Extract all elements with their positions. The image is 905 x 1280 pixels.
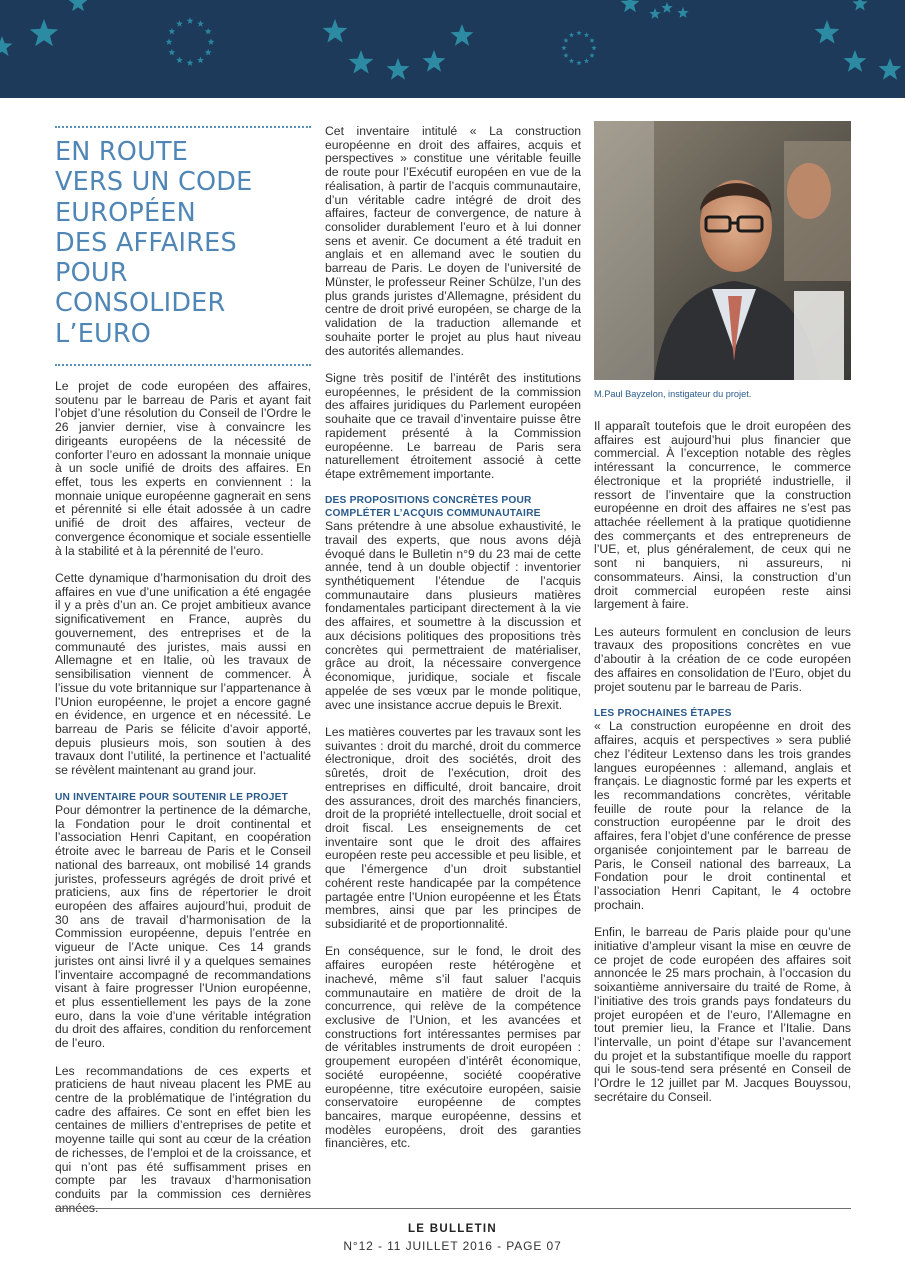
intro-paragraph: Le projet de code européen des affaires, soutenu par le barreau de Paris et ayant fait l’objet d’une résolution du Conseil de l’Ordre le 26 janvier dernier, vise à convaincre les dirigeants européens de la nécessité de conforter l’euro en adossant la monnaie unique à un socle unifié de droits des affaires. En effet, tous les experts en conviennent : la monnaie unique européenne gagnerait en sens et pérennité si elle était adossée à un cadre unifié de droit des affaires, vecteur de convergence économique et sociale essentielle à la stabilité et à la pérennité de l’euro.	[55, 379, 311, 558]
title-bottom-divider	[55, 364, 311, 366]
body-paragraph: Les matières couvertes par les travaux sont les suivantes : droit du marché, droit du commerce électronique, droit des sociétés, droit des sûretés, droit de l’exécution, droit des entreprises en difficulté, droit bancaire, droit des assurances, droit des marchés financiers, droit de la propriété intellectuelle, droit social et droit fiscal. Les enseignements de cet inventaire sont que le droit des affaires européen reste peu accessible et peu lisible, et que l’émergence d’un droit substantiel cohérent reste handicapée par la compétence partagée entre l’Union européenne et les États membres, ainsi que par les principes de subsidiarité et de proportionnalité.	[325, 724, 581, 931]
column-3	[594, 420, 851, 1105]
body-paragraph: « La construction européenne en droit des affaires, acquis et perspectives » sera publié chez l’éditeur Lextenso dans les trois grandes langues européennes : allemand, anglais et français. Le diagnostic formé par les experts et les recommandations concrètes, véritable feuille de route pour la relance de la construction européenne par le droit des affaires, fera l’objet d’une conférence de presse organisée conjointement par le barreau de Paris, le Conseil national des barreaux, La Fondation pour le droit continental et l’association Henri Capitant, le 4 octobre prochain.	[594, 719, 851, 912]
body-paragraph: Enfin, le barreau de Paris plaide pour qu’une initiative d’ampleur visant la mise en œuvre de ce projet de code européen des affaires soit annoncée le 25 mars prochain, à l’occasion du soixantième anniversaire du traité de Rome, à l’initiative des trois grands pays fondateurs du projet européen et de l’euro, l’Allemagne en tout premier lieu, la France et l’Italie. Dans l’intervalle, un point d’étape sur l’avancement du projet et la substantifique moelle du rapport qui le sous-tend sera présenté en Conseil de l’Ordre le 12 juillet par M. Jacques Bouyssou, secrétaire du Conseil.	[594, 925, 851, 1104]
header-banner	[0, 0, 905, 98]
body-paragraph: Signe très positif de l’intérêt des institutions européennes, le président de la commission des affaires juridiques du Parlement européen souhaite que ce travail d’inventaire puisse être rapidement présenté à la Commission européenne. Le barreau de Paris sera naturellement étroitement associé à cette étape extrêmement importante.	[325, 370, 581, 481]
footer-divider	[55, 1208, 851, 1209]
photo-caption: M.Paul Bayzelon, instigateur du projet.	[594, 389, 752, 399]
intro-paragraph: Cette dynamique d’harmonisation du droit des affaires en vue d’une unification a été engagée il y a près d’un an. Ce projet ambitieux avance significativement en France, auprès du gouvernement, des entreprises et de la communauté des juristes, mais aussi en Allemagne et en Italie, où les travaux de sensibilisation viennent de commencer. À l’issue du vote britannique sur l’appartenance à l’Union européenne, le projet a encore gagné en évidence, en urgence et en nécessité. Le barreau de Paris se félicite d’avoir apporté, depuis plusieurs mois, son soutien à des travaux dont l’utilité, la pertinence et l’actualité se révèlent maintenant au grand jour.	[55, 571, 311, 778]
section-heading-inventaire: UN INVENTAIRE POUR SOUTENIR LE PROJET	[55, 791, 289, 803]
body-paragraph: En conséquence, sur le fond, le droit des affaires européen reste hétérogène et inachevé, même s’il faut saluer l’acquis communautaire en matière de droit de la concurrence, qui relève de la compétence exclusive de l’Union, et les avancées et constructions fort intéressantes permises par de véritables instruments de droit européen : groupement européen d’intérêt économique, société européenne, société coopérative européenne, titre exécutoire européen, saisie conservatoire européenne de comptes bancaires, marque européenne, dessins et modèles européens, droit des garanties financières, etc.	[325, 944, 581, 1151]
title-line: EUROPÉEN	[55, 197, 196, 228]
body-paragraph: Les auteurs formulent en conclusion de leurs travaux des propositions concrètes en vue d’aboutir à la création de ce code européen des affaires en consolidation de l’Euro, objet du projet soutenu par le barreau de Paris.	[594, 624, 851, 694]
body-paragraph: Il apparaît toutefois que le droit européen des affaires est aujourd’hui plus financier que commercial. À l’exception notable des règles intéressant la concurrence, le commerce électronique et la propriété industrielle, il ressort de l’inventaire que la construction européenne en droit des affaires ne s’est pas attachée réellement à la pratique quotidienne des commerçants et des entrepreneurs de l’UE, et, plus généralement, de ceux qui ne sont ni banquiers, ni assureurs, ni consommateurs. Ainsi, la construction d’un droit commercial européen reste ainsi largement à faire.	[594, 419, 851, 612]
title-line: VERS UN CODE	[55, 167, 253, 198]
eu-stars-icon	[0, 0, 905, 98]
column-1	[55, 380, 311, 1215]
title-line: DES AFFAIRES	[55, 227, 237, 258]
title-top-divider	[55, 126, 311, 128]
title-line: EN ROUTE	[55, 137, 189, 167]
section-heading-etapes: LES PROCHAINES ÉTAPES	[594, 708, 732, 720]
footer-issue: N°12 - 11 JUILLET 2016 - PAGE 07	[343, 1239, 562, 1253]
title-line: L’EURO	[55, 318, 152, 349]
portrait-photo	[594, 121, 851, 380]
section-heading-propositions: DES PROPOSITIONS CONCRÈTES POUR COMPLÉTER L’ACQUIS COMMUNAUTAIRE	[325, 495, 541, 519]
title-line: CONSOLIDER	[55, 288, 226, 319]
body-paragraph: Pour démontrer la pertinence de la démarche, la Fondation pour le droit continental et l’association Henri Capitant, en coopération étroite avec le barreau de Paris et le Conseil national des barreaux, ont mobilisé 14 grands juristes, professeurs agrégés de droit privé et praticiens, aux fins de répertorier le droit européen des affaires aujourd’hui, produit de 30 ans de travail d’harmonisation de la Commission européenne, depuis l’entrée en vigueur de l’Acte unique. Ces 14 grands juristes ont ainsi livré il y a quelques semaines l’inventaire accompagné de recommandations visant à faire progresser l’Union européenne, et plus essentiellement les pays de la zone euro, dans la voie d’une véritable intégration du droit des affaires, condition du renforcement de l’euro.	[55, 802, 311, 1051]
title-line: POUR	[55, 258, 128, 289]
body-paragraph: Cet inventaire intitulé « La construction européenne en droit des affaires, acquis et perspectives » constitue une véritable feuille de route pour l’Exécutif européen en vue de la réalisation, à partir de l’acquis communautaire, d’un véritable cadre intégré de droit des affaires, facteur de convergence, de nature à consolider durablement l’euro et à lui donner sens et avenir. Ce document a été traduit en anglais et en allemand avec le soutien du barreau de Paris. Le doyen de l’université de Münster, le professeur Reiner Schülze, l’un des plus grands juristes d’Allemagne, président du centre de droit privé européen, se charge de la validation de la traduction allemande et souhaite porter le projet au plus haut niveau des autorités allemandes.	[325, 124, 581, 358]
footer-publication: LE BULLETIN	[407, 1223, 498, 1235]
body-paragraph: Les recommandations de ces experts et praticiens de haut niveau placent les PME au centre de la problématique de l’intégration du cadre des affaires. Ce sont en effet bien les centaines de milliers d’entreprises de petite et moyenne taille qui sont au cœur de la création de richesses, de l’emploi et de la croissance, et qui n’ont pas été suffisamment prises en compte par les travaux d’harmonisation conduits par la commission ces dernières années.	[55, 1063, 311, 1215]
body-paragraph: Sans prétendre à une absolue exhaustivité, le travail des experts, que nous avons déjà évoqué dans le Bulletin n°9 du 23 mai de cette année, tend à un double objectif : inventorier synthétiquement l’étendue de l’acquis communautaire dans plusieurs matières fondamentales participant directement à la vie des affaires, et soumettre à la discussion et aux décisions politiques des propositions très concrètes qui permettraient de matérialiser, grâce au droit, la nécessaire convergence économique, juridique, sociale et fiscale appelée de ses vœux par le monde politique, avec une insistance accrue depuis le Brexit.	[325, 519, 581, 712]
column-2	[325, 125, 581, 1151]
article-title	[55, 137, 315, 349]
